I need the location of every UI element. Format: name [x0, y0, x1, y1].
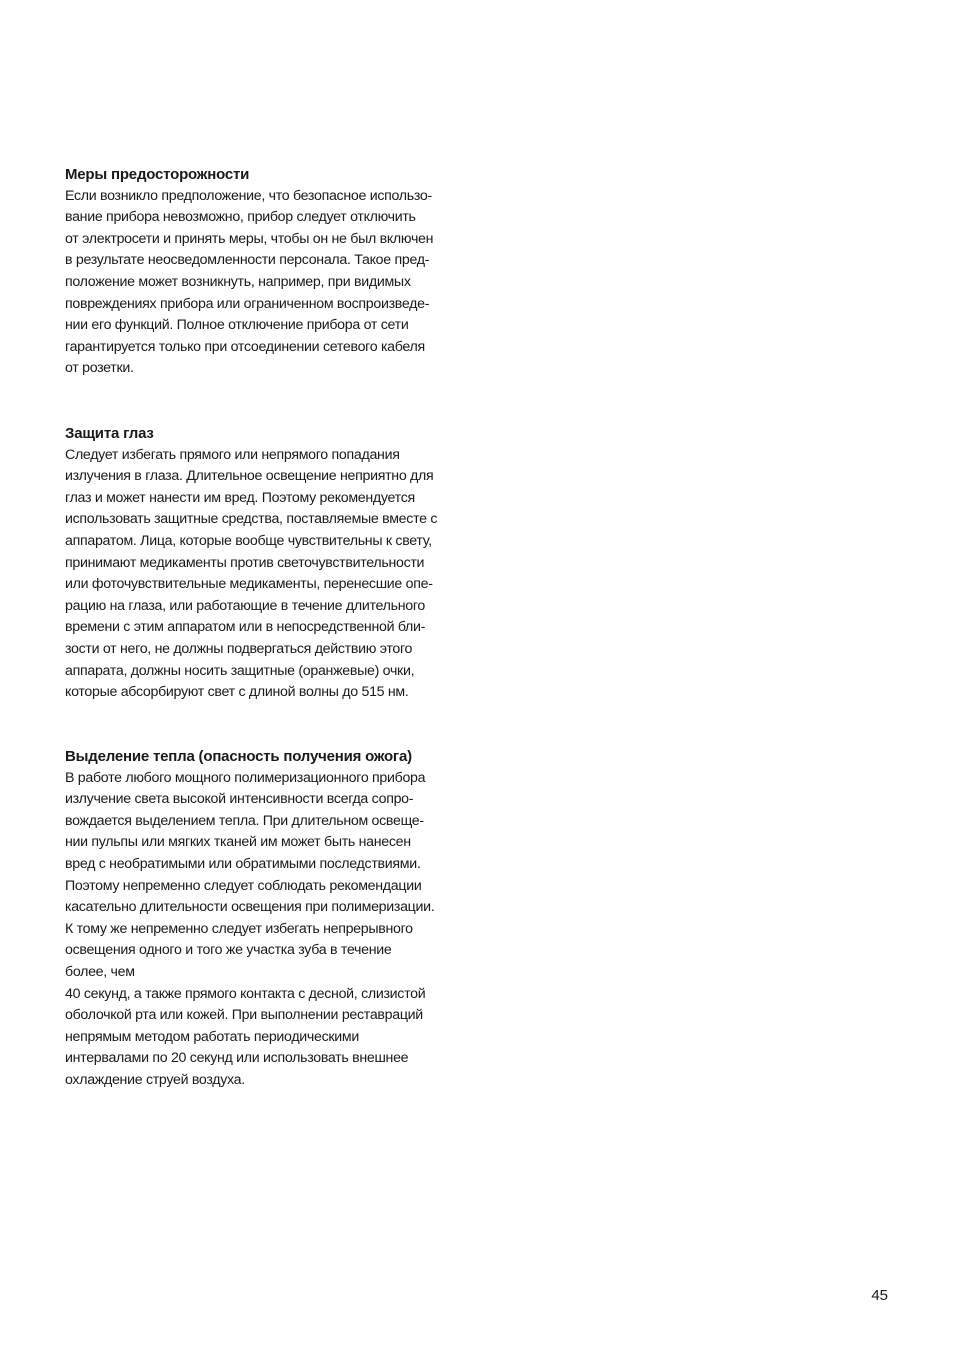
text-line: глаз и может нанести им вред. Поэтому рекомендуется — [65, 489, 415, 506]
text-line: охлаждение струей воздуха. — [65, 1071, 245, 1088]
text-line: излучения в глаза. Длительное освещение неприятно для — [65, 468, 434, 485]
text-line: повреждениях прибора или ограниченном воспроизведе- — [65, 295, 430, 312]
text-line: К тому же непременно следует избегать непрерывного — [65, 920, 413, 937]
text-line: вание прибора невозможно, прибор следует отключить — [65, 209, 416, 226]
section-title: Меры предосторожности — [65, 166, 250, 183]
section-body — [65, 768, 485, 1092]
text-line: рацию на глаза, или работающие в течение длительного — [65, 597, 425, 614]
text-line: от розетки. — [65, 360, 134, 377]
section-eye-protection — [65, 423, 485, 704]
page-number: 45 — [871, 1287, 888, 1304]
section-precautions — [65, 164, 485, 380]
text-line: 40 секунд, а также прямого контакта с десной, слизистой — [65, 985, 426, 1002]
text-line: более, чем — [65, 963, 135, 980]
text-line: аппаратом. Лица, которые вообще чувствительны к свету, — [65, 532, 432, 549]
section-title: Выделение тепла (опасность получения ожога) — [65, 748, 412, 765]
text-line: аппарата, должны носить защитные (оранжевые) очки, — [65, 662, 415, 679]
text-line: оболочкой рта или кожей. При выполнении реставраций — [65, 1007, 423, 1024]
text-line: освещения одного и того же участка зуба в течение — [65, 942, 392, 959]
text-line: Следует избегать прямого или непрямого попадания — [65, 446, 400, 463]
text-line: Если возникло предположение, что безопасное использо- — [65, 187, 432, 204]
text-line: гарантируется только при отсоединении сетевого кабеля — [65, 338, 425, 355]
text-line: положение может возникнуть, например, при видимых — [65, 273, 411, 290]
text-line: излучение света высокой интенсивности всегда сопро- — [65, 791, 414, 808]
text-line: вождается выделением тепла. При длительном освеще- — [65, 812, 424, 829]
text-line: нии его функций. Полное отключение прибора от сети — [65, 317, 409, 334]
section-body — [65, 186, 485, 380]
text-line: времени с этим аппаратом или в непосредственной бли- — [65, 619, 426, 636]
text-line: использовать защитные средства, поставляемые вместе с — [65, 511, 438, 528]
section-title: Защита глаз — [65, 425, 154, 442]
text-line: касательно длительности освещения при полимеризации. — [65, 899, 435, 916]
text-line: или фоточувствительные медикаменты, перенесшие опе- — [65, 576, 433, 593]
text-line: зости от него, не должны подвергаться действию этого — [65, 640, 413, 657]
text-line: интервалами по 20 секунд или использовать внешнее — [65, 1050, 409, 1067]
text-line: принимают медикаменты против светочувствительности — [65, 554, 425, 571]
text-line: нии пульпы или мягких тканей им может быть нанесен — [65, 834, 411, 851]
text-line: в результате неосведомленности персонала. Такое пред- — [65, 252, 430, 269]
text-line: от электросети и принять меры, чтобы он не был включен — [65, 230, 434, 247]
text-line: Поэтому непременно следует соблюдать рекомендации — [65, 877, 422, 894]
text-line: непрямым методом работать периодическими — [65, 1028, 360, 1045]
text-line: вред с необратимыми или обратимыми последствиями. — [65, 855, 421, 872]
text-line: которые абсорбируют свет с длиной волны до 515 нм. — [65, 684, 409, 701]
section-heat-generation — [65, 746, 485, 1092]
text-line: В работе любого мощного полимеризационного прибора — [65, 769, 426, 786]
section-body — [65, 445, 485, 704]
